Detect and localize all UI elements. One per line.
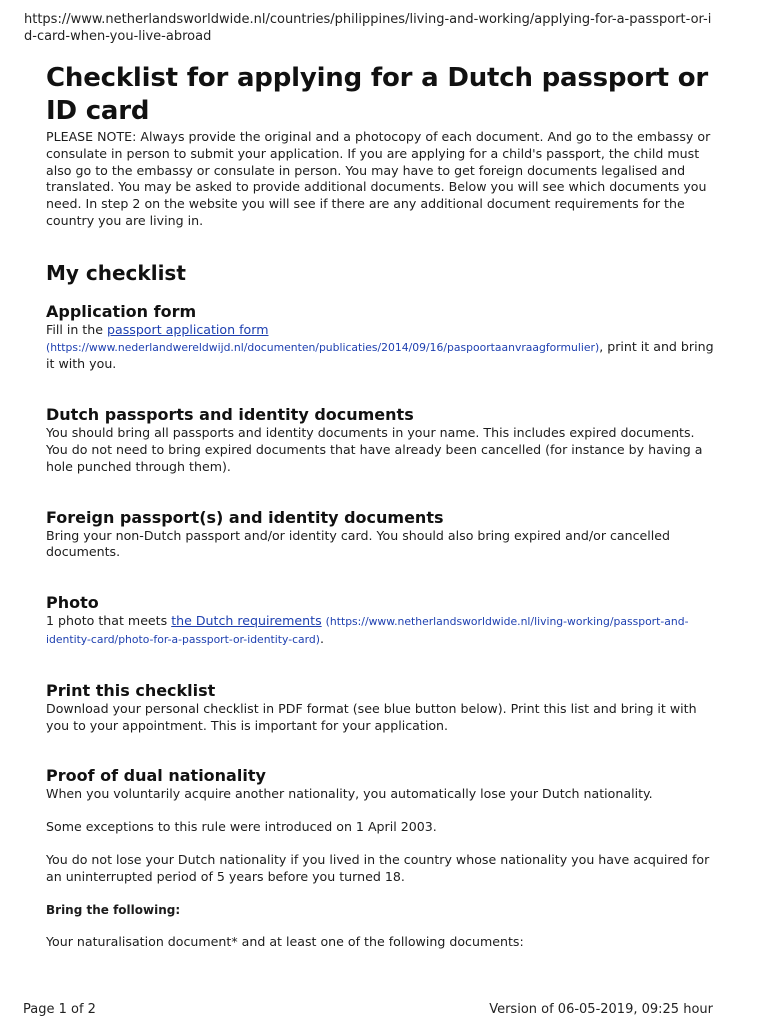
checklist-heading: My checklist bbox=[46, 260, 186, 285]
text-after-link: . bbox=[319, 630, 324, 646]
link-url[interactable]: (https://www.netherlandsworldwide.nl/living-working/passport-and-identity-card/photo-for-a-passport-or-identity-card) bbox=[46, 615, 689, 646]
text-before-link: 1 photo that meets bbox=[46, 613, 172, 629]
section-text bbox=[46, 322, 718, 373]
page-url: https://www.netherlandsworldwide.nl/countries/philippines/living-and-working/applying-for-a-passport-or-id-card-when-you-live-abroad bbox=[24, 12, 712, 44]
passport-application-form-link[interactable]: passport application form bbox=[106, 321, 269, 337]
version-stamp: Version of 06-05-2019, 09:25 hour bbox=[489, 1002, 713, 1017]
page-indicator: Page 1 of 2 bbox=[23, 1002, 96, 1017]
section-dutch-documents bbox=[46, 404, 718, 475]
section-dual-nationality bbox=[46, 765, 718, 951]
section-title: Proof of dual nationality bbox=[46, 766, 266, 786]
intro-note: PLEASE NOTE: Always provide the original and a photocopy of each document. And go to the embassy or consulate in person to submit your application. If you are applying for a child's passport, the child must also go to the embassy or consulate in person. You may have to get foreign documents legalised and translated. You may be asked to provide additional documents. Below you will see which documents you need. In step 2 on the website you will see if there are any additional document requirements for the country you are living in. bbox=[46, 129, 711, 228]
section-text bbox=[46, 613, 718, 649]
section-text: Your naturalisation document* and at least one of the following documents: bbox=[46, 934, 524, 950]
document-content bbox=[46, 62, 718, 951]
text-after-link: , print it and bring it with you. bbox=[46, 338, 714, 372]
section-text: Bring your non-Dutch passport and/or identity card. You should also bring expired and/or cancelled documents. bbox=[46, 527, 671, 560]
section-text: Download your personal checklist in PDF format (see blue button below). Print this list and bring it with you to your appointment. This is important for your application. bbox=[46, 700, 697, 733]
dutch-requirements-link[interactable]: the Dutch requirements bbox=[171, 613, 322, 629]
section-text: You do not lose your Dutch nationality if you lived in the country whose nationality you have acquired for an uninterrupted period of 5 years before you turned 18. bbox=[46, 851, 710, 884]
section-title: Foreign passport(s) and identity documents bbox=[46, 507, 444, 527]
section-text: When you voluntarily acquire another nationality, you automatically lose your Dutch nationality. bbox=[46, 786, 653, 802]
section-photo bbox=[46, 592, 718, 649]
section-title: Photo bbox=[46, 593, 99, 613]
page-title: Checklist for applying for a Dutch passport or ID card bbox=[46, 63, 708, 126]
link-url[interactable]: (https://www.nederlandwereldwijd.nl/documenten/publicaties/2014/09/16/paspoortaanvraagformulier) bbox=[46, 340, 600, 354]
section-text: Some exceptions to this rule were introduced on 1 April 2003. bbox=[46, 819, 437, 835]
section-title: Application form bbox=[46, 301, 197, 321]
bring-following-label: Bring the following: bbox=[46, 902, 181, 917]
text-before-link: Fill in the bbox=[46, 321, 107, 337]
section-title: Print this checklist bbox=[46, 680, 216, 700]
section-foreign-documents bbox=[46, 507, 718, 562]
section-text: You should bring all passports and identity documents in your name. This includes expired documents. You do not need to bring expired documents that have already been cancelled (for instance by having a hole punched through them). bbox=[46, 425, 703, 474]
section-title: Dutch passports and identity documents bbox=[46, 405, 414, 425]
section-application-form bbox=[46, 301, 718, 373]
section-print-checklist bbox=[46, 680, 718, 735]
